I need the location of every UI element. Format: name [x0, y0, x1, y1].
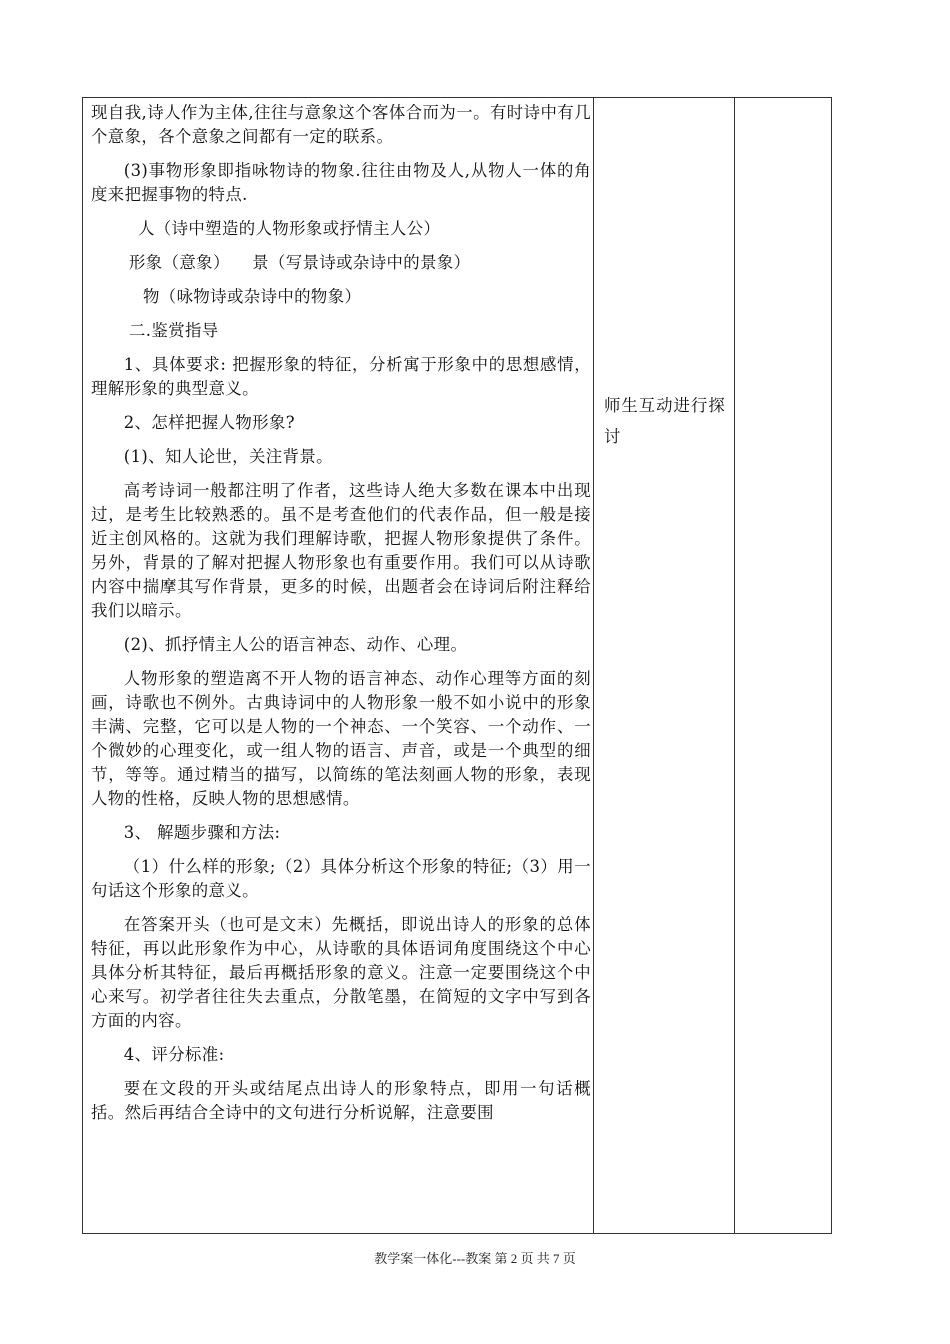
main-content-cell [91, 98, 591, 1125]
paragraph: (3)事物形象即指咏物诗的物象.往往由物及人,从物人一体的角度来把握事物的特点. [91, 161, 591, 204]
paragraph: 要在文段的开头或结尾点出诗人的形象特点，即用一句话概括。然后再结合全诗中的文句进行分析说解，注意要围 [91, 1079, 591, 1122]
page-footer: 教学案一体化---教案 第 2 页 共 7 页 [374, 1251, 576, 1266]
paragraph: （1）什么样的形象;（2）具体分析这个形象的特征;（3）用一句话这个形象的意义。 [91, 857, 591, 900]
paragraph: 4、评分标准: [123, 1045, 225, 1064]
paragraph: 在答案开头（也可是文末）先概括，即说出诗人的形象的总体特征，再以此形象作为中心，从诗歌的具体语词角度围绕这个中心具体分析其特征，最后再概括形象的意义。注意一定要围绕这个中心来写。初学者往往失去重点，分散笔墨，在简短的文字中写到各方面的内容。 [91, 915, 591, 1030]
teaching-method-note: 师生互动进行探讨 [604, 396, 726, 446]
paragraph: 1、具体要求: 把握形象的特征，分析寓于形象中的思想感情，理解形象的典型意义。 [91, 355, 591, 398]
paragraph: 2、怎样把握人物形象? [123, 413, 295, 432]
paragraph: 高考诗词一般都注明了作者，这些诗人绝大多数在课本中出现过，是考生比较熟悉的。虽不是考查他们的代表作品，但一般是接近主创风格的。这就为我们理解诗歌，把握人物形象提供了条件。另外，背景的了解对把握人物形象也有重要作用。我们可以从诗歌内容中揣摩其写作背景，更多的时候，出题者会在诗词后附注释给我们以暗示。 [91, 481, 591, 620]
paragraph: 人物形象的塑造离不开人物的语言神态、动作心理等方面的刻画，诗歌也不例外。古典诗词中的人物形象一般不如小说中的形象丰满、完整，它可以是人物的一个神态、一个笑容、一个动作、一个微妙的心理变化，或一组人物的语言、声音，或是一个典型的细节，等等。通过精当的描写，以简练的笔法刻画人物的形象，表现人物的性格，反映人物的思想感情。 [91, 669, 591, 808]
section-heading: 二.鉴赏指导 [129, 321, 219, 340]
column-divider [593, 98, 594, 1233]
paragraph: 3、 解题步骤和方法: [123, 823, 281, 842]
paragraph: 物（咏物诗或杂诗中的物象） [143, 287, 362, 306]
paragraph: (2)、抓抒情主人公的语言神态、动作、心理。 [123, 635, 468, 654]
paragraph: 现自我,诗人作为主体,往往与意象这个客体合而为一。有时诗中有几个意象，各个意象之间都有一定的联系。 [91, 103, 591, 146]
paragraph: 形象（意象） 景（写景诗或杂诗中的景象） [129, 253, 471, 272]
paragraph: (1)、知人论世，关注背景。 [123, 447, 333, 466]
lesson-plan-table [82, 97, 832, 1234]
column-divider [734, 98, 735, 1233]
paragraph: 人（诗中塑造的人物形象或抒情主人公） [138, 219, 441, 238]
